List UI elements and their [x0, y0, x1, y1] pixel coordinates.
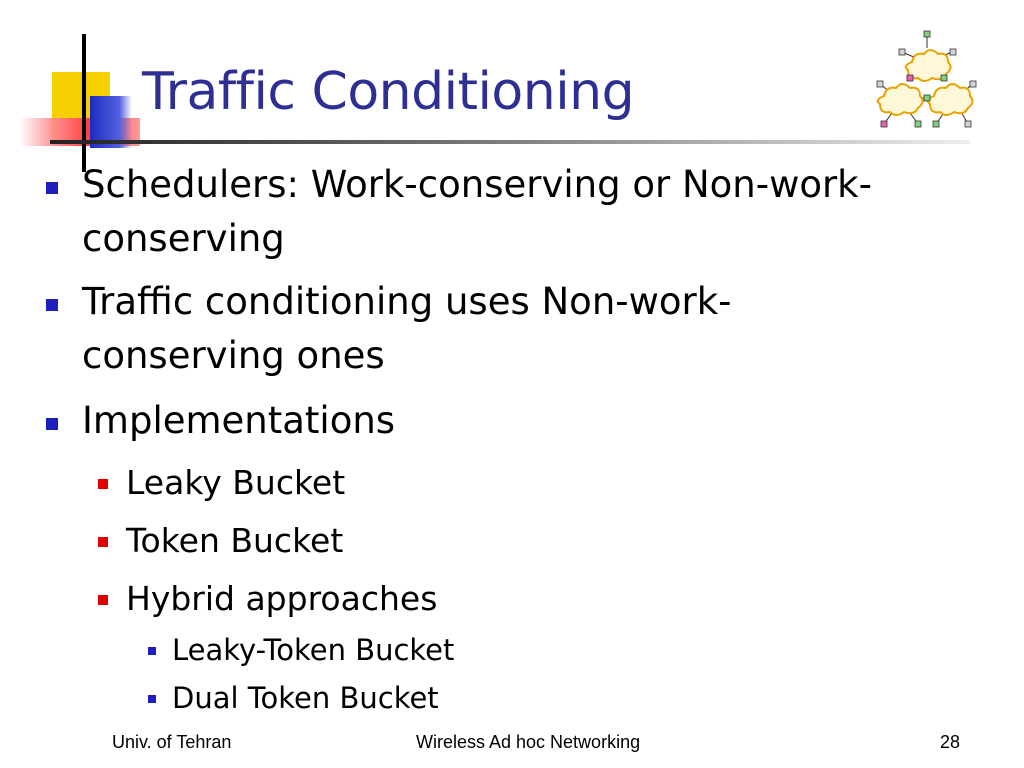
- footer-center: Wireless Ad hoc Networking: [416, 732, 641, 752]
- network-cloud-icon: [872, 30, 982, 132]
- sub-sub-bullet-leaky-token: Leaky-Token Bucket: [172, 633, 455, 667]
- sub-bullet-marker: [98, 479, 108, 489]
- bullet-1-line-1: Schedulers: Work-conserving or Non-work-: [82, 163, 872, 206]
- bullet-marker: [46, 418, 58, 430]
- sub-bullet-marker: [98, 595, 108, 605]
- sub-bullet-token: Token Bucket: [126, 521, 344, 560]
- footer-left: Univ. of Tehran: [112, 732, 232, 752]
- title-underline: [50, 140, 970, 144]
- sub-bullet-hybrid: Hybrid approaches: [126, 579, 438, 618]
- sub-sub-bullet-marker: [148, 647, 156, 655]
- decor-vertical-line: [82, 34, 86, 172]
- sub-bullet-leaky: Leaky Bucket: [126, 463, 346, 502]
- bullet-3: Implementations: [82, 399, 396, 442]
- bullet-2-line-1: Traffic conditioning uses Non-work-: [82, 280, 732, 323]
- page-number: 28: [940, 732, 961, 752]
- bullet-marker: [46, 182, 58, 194]
- sub-bullet-marker: [98, 537, 108, 547]
- slide-title: Traffic Conditioning: [142, 62, 635, 122]
- bullet-1-line-2: conserving: [82, 217, 285, 260]
- bullet-2-line-2: conserving ones: [82, 334, 385, 377]
- sub-sub-bullet-marker: [148, 695, 156, 703]
- bullet-marker: [46, 299, 58, 311]
- sub-sub-bullet-dual-token: Dual Token Bucket: [172, 681, 439, 715]
